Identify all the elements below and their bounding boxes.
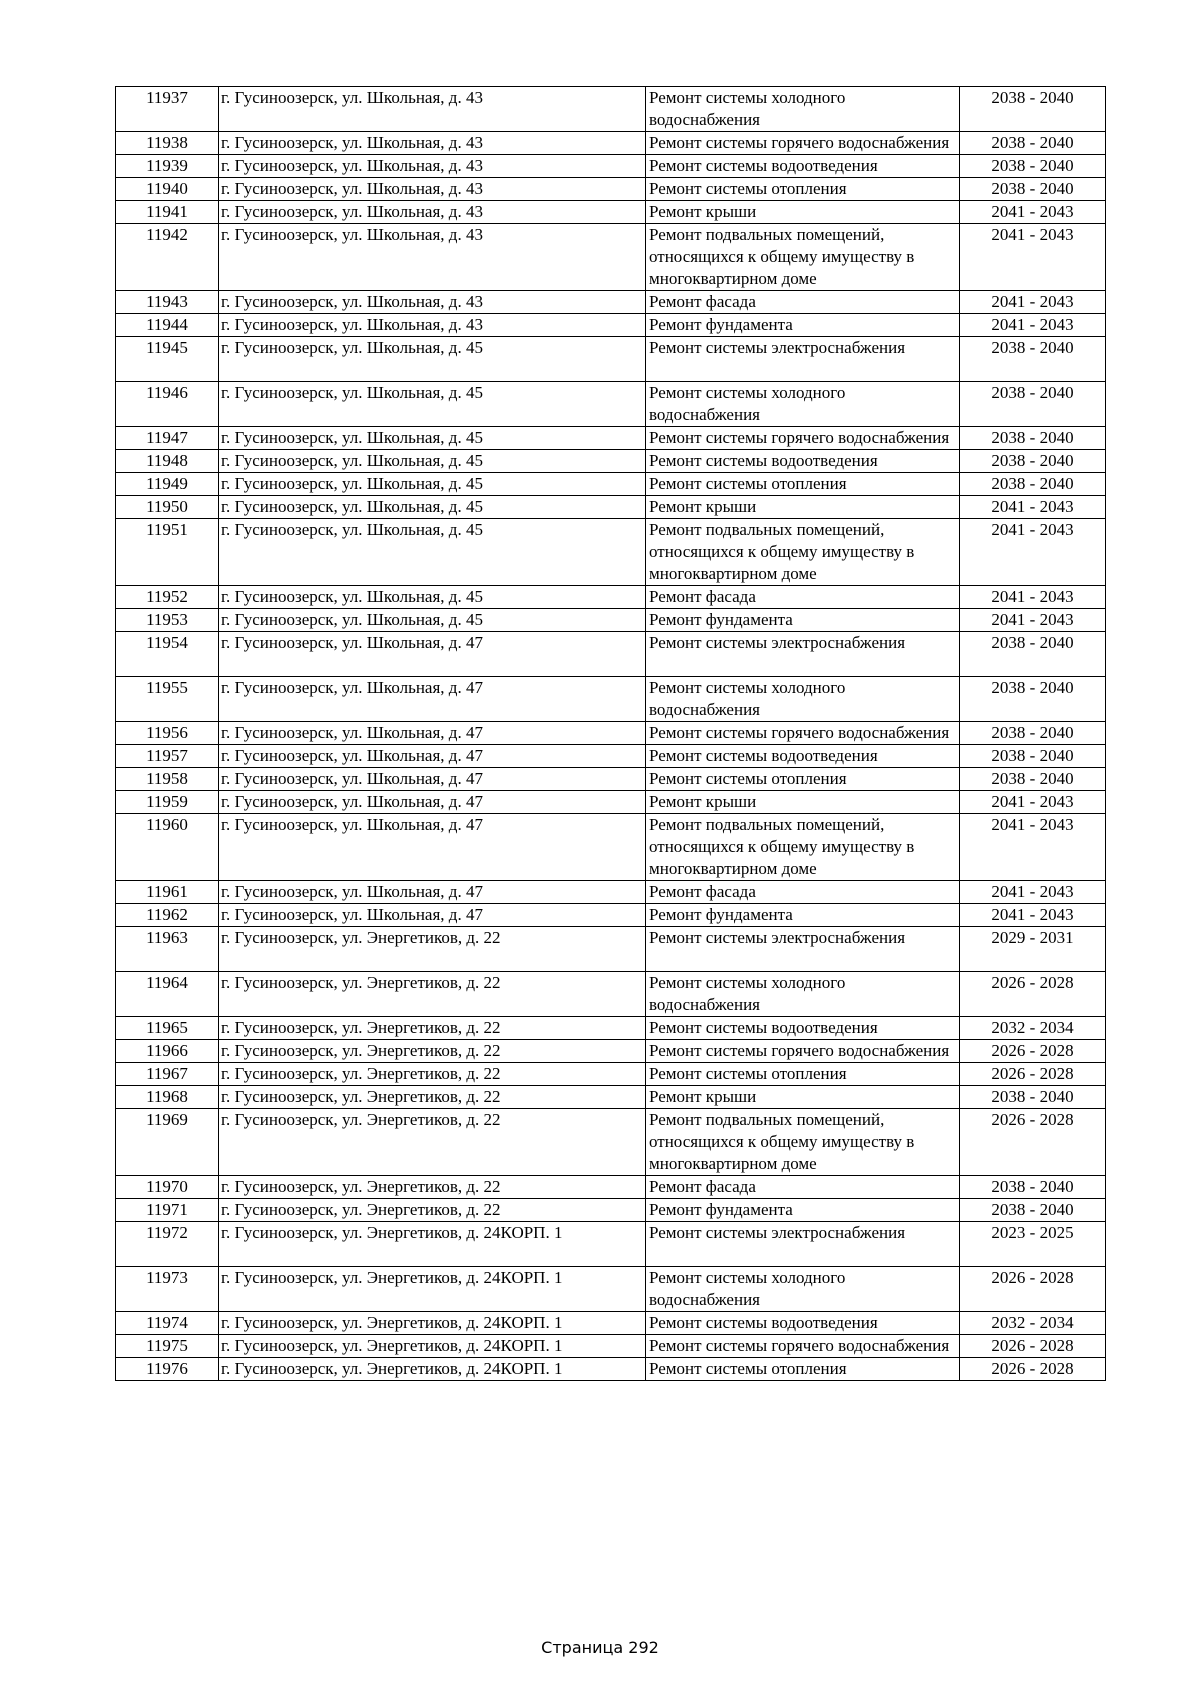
row-number-cell: 11946 <box>116 382 219 427</box>
table-row <box>116 496 1106 519</box>
work-type-cell: Ремонт системы электроснабжения <box>646 1222 960 1267</box>
row-number-cell: 11969 <box>116 1109 219 1176</box>
table-row <box>116 224 1106 291</box>
row-number-cell: 11974 <box>116 1312 219 1335</box>
address-cell: г. Гусиноозерск, ул. Энергетиков, д. 24КОРП. 1 <box>219 1267 646 1312</box>
table-row <box>116 791 1106 814</box>
address-cell: г. Гусиноозерск, ул. Энергетиков, д. 24КОРП. 1 <box>219 1335 646 1358</box>
work-type-cell: Ремонт системы горячего водоснабжения <box>646 427 960 450</box>
work-type-cell: Ремонт фасада <box>646 1176 960 1199</box>
table-row <box>116 722 1106 745</box>
row-number-cell: 11968 <box>116 1086 219 1109</box>
work-type-cell: Ремонт крыши <box>646 201 960 224</box>
table-row <box>116 1176 1106 1199</box>
row-number-cell: 11960 <box>116 814 219 881</box>
work-type-cell: Ремонт подвальных помещений, относящихся к общему имуществу в многоквартирном доме <box>646 814 960 881</box>
address-cell: г. Гусиноозерск, ул. Школьная, д. 47 <box>219 745 646 768</box>
row-number-cell: 11958 <box>116 768 219 791</box>
row-number-cell: 11971 <box>116 1199 219 1222</box>
work-type-cell: Ремонт подвальных помещений, относящихся к общему имуществу в многоквартирном доме <box>646 224 960 291</box>
address-cell: г. Гусиноозерск, ул. Школьная, д. 47 <box>219 632 646 677</box>
work-type-cell: Ремонт фундамента <box>646 314 960 337</box>
address-cell: г. Гусиноозерск, ул. Школьная, д. 45 <box>219 519 646 586</box>
work-type-cell: Ремонт системы водоотведения <box>646 155 960 178</box>
address-cell: г. Гусиноозерск, ул. Энергетиков, д. 24КОРП. 1 <box>219 1358 646 1381</box>
address-cell: г. Гусиноозерск, ул. Энергетиков, д. 22 <box>219 1176 646 1199</box>
period-cell: 2041 - 2043 <box>960 496 1106 519</box>
table-row <box>116 450 1106 473</box>
address-cell: г. Гусиноозерск, ул. Школьная, д. 45 <box>219 496 646 519</box>
period-cell: 2026 - 2028 <box>960 1358 1106 1381</box>
work-type-cell: Ремонт крыши <box>646 1086 960 1109</box>
row-number-cell: 11966 <box>116 1040 219 1063</box>
table-row <box>116 1358 1106 1381</box>
row-number-cell: 11956 <box>116 722 219 745</box>
row-number-cell: 11944 <box>116 314 219 337</box>
table-row <box>116 314 1106 337</box>
row-number-cell: 11962 <box>116 904 219 927</box>
table-row <box>116 201 1106 224</box>
work-type-cell: Ремонт системы горячего водоснабжения <box>646 1040 960 1063</box>
work-type-cell: Ремонт системы водоотведения <box>646 450 960 473</box>
period-cell: 2038 - 2040 <box>960 178 1106 201</box>
period-cell: 2041 - 2043 <box>960 314 1106 337</box>
table-row <box>116 881 1106 904</box>
address-cell: г. Гусиноозерск, ул. Школьная, д. 43 <box>219 178 646 201</box>
table-row <box>116 519 1106 586</box>
row-number-cell: 11964 <box>116 972 219 1017</box>
address-cell: г. Гусиноозерск, ул. Энергетиков, д. 22 <box>219 1109 646 1176</box>
row-number-cell: 11940 <box>116 178 219 201</box>
address-cell: г. Гусиноозерск, ул. Энергетиков, д. 22 <box>219 1017 646 1040</box>
row-number-cell: 11961 <box>116 881 219 904</box>
period-cell: 2038 - 2040 <box>960 1086 1106 1109</box>
work-type-cell: Ремонт системы горячего водоснабжения <box>646 722 960 745</box>
period-cell: 2041 - 2043 <box>960 609 1106 632</box>
table-row <box>116 1040 1106 1063</box>
work-type-cell: Ремонт системы холодного водоснабжения <box>646 1267 960 1312</box>
table-row <box>116 1312 1106 1335</box>
page-number: Страница 292 <box>541 1638 659 1657</box>
work-type-cell: Ремонт системы отопления <box>646 473 960 496</box>
work-type-cell: Ремонт системы водоотведения <box>646 1017 960 1040</box>
row-number-cell: 11942 <box>116 224 219 291</box>
address-cell: г. Гусиноозерск, ул. Школьная, д. 45 <box>219 473 646 496</box>
table-row <box>116 178 1106 201</box>
period-cell: 2026 - 2028 <box>960 972 1106 1017</box>
period-cell: 2029 - 2031 <box>960 927 1106 972</box>
work-type-cell: Ремонт системы отопления <box>646 768 960 791</box>
period-cell: 2023 - 2025 <box>960 1222 1106 1267</box>
period-cell: 2038 - 2040 <box>960 768 1106 791</box>
work-type-cell: Ремонт системы отопления <box>646 1063 960 1086</box>
table-row <box>116 768 1106 791</box>
work-type-cell: Ремонт фасада <box>646 586 960 609</box>
address-cell: г. Гусиноозерск, ул. Школьная, д. 43 <box>219 87 646 132</box>
table-row <box>116 1222 1106 1267</box>
address-cell: г. Гусиноозерск, ул. Школьная, д. 45 <box>219 427 646 450</box>
row-number-cell: 11937 <box>116 87 219 132</box>
capital-repair-table <box>115 86 1106 1381</box>
period-cell: 2041 - 2043 <box>960 904 1106 927</box>
row-number-cell: 11953 <box>116 609 219 632</box>
address-cell: г. Гусиноозерск, ул. Энергетиков, д. 22 <box>219 1199 646 1222</box>
address-cell: г. Гусиноозерск, ул. Школьная, д. 43 <box>219 132 646 155</box>
address-cell: г. Гусиноозерск, ул. Школьная, д. 47 <box>219 904 646 927</box>
work-type-cell: Ремонт системы электроснабжения <box>646 632 960 677</box>
period-cell: 2041 - 2043 <box>960 519 1106 586</box>
row-number-cell: 11975 <box>116 1335 219 1358</box>
period-cell: 2032 - 2034 <box>960 1312 1106 1335</box>
work-type-cell: Ремонт фундамента <box>646 904 960 927</box>
table-row <box>116 927 1106 972</box>
table-row <box>116 1199 1106 1222</box>
work-type-cell: Ремонт системы горячего водоснабжения <box>646 1335 960 1358</box>
address-cell: г. Гусиноозерск, ул. Школьная, д. 45 <box>219 609 646 632</box>
period-cell: 2038 - 2040 <box>960 155 1106 178</box>
work-type-cell: Ремонт системы холодного водоснабжения <box>646 87 960 132</box>
table-row <box>116 132 1106 155</box>
row-number-cell: 11939 <box>116 155 219 178</box>
period-cell: 2038 - 2040 <box>960 473 1106 496</box>
address-cell: г. Гусиноозерск, ул. Школьная, д. 45 <box>219 382 646 427</box>
period-cell: 2026 - 2028 <box>960 1063 1106 1086</box>
table-row <box>116 586 1106 609</box>
row-number-cell: 11950 <box>116 496 219 519</box>
address-cell: г. Гусиноозерск, ул. Школьная, д. 47 <box>219 722 646 745</box>
row-number-cell: 11972 <box>116 1222 219 1267</box>
table-row <box>116 382 1106 427</box>
work-type-cell: Ремонт системы холодного водоснабжения <box>646 972 960 1017</box>
table-row <box>116 1267 1106 1312</box>
row-number-cell: 11948 <box>116 450 219 473</box>
table-row <box>116 1017 1106 1040</box>
address-cell: г. Гусиноозерск, ул. Школьная, д. 47 <box>219 881 646 904</box>
row-number-cell: 11955 <box>116 677 219 722</box>
table-row <box>116 1109 1106 1176</box>
table-row <box>116 337 1106 382</box>
period-cell: 2038 - 2040 <box>960 745 1106 768</box>
row-number-cell: 11970 <box>116 1176 219 1199</box>
row-number-cell: 11949 <box>116 473 219 496</box>
work-type-cell: Ремонт системы горячего водоснабжения <box>646 132 960 155</box>
table-row <box>116 904 1106 927</box>
period-cell: 2038 - 2040 <box>960 132 1106 155</box>
address-cell: г. Гусиноозерск, ул. Школьная, д. 47 <box>219 677 646 722</box>
row-number-cell: 11965 <box>116 1017 219 1040</box>
table-row <box>116 1086 1106 1109</box>
row-number-cell: 11938 <box>116 132 219 155</box>
work-type-cell: Ремонт подвальных помещений, относящихся к общему имуществу в многоквартирном доме <box>646 1109 960 1176</box>
address-cell: г. Гусиноозерск, ул. Энергетиков, д. 22 <box>219 927 646 972</box>
work-type-cell: Ремонт фасада <box>646 881 960 904</box>
table-row <box>116 632 1106 677</box>
work-type-cell: Ремонт системы холодного водоснабжения <box>646 677 960 722</box>
address-cell: г. Гусиноозерск, ул. Энергетиков, д. 22 <box>219 1063 646 1086</box>
address-cell: г. Гусиноозерск, ул. Школьная, д. 47 <box>219 768 646 791</box>
period-cell: 2038 - 2040 <box>960 450 1106 473</box>
address-cell: г. Гусиноозерск, ул. Школьная, д. 45 <box>219 450 646 473</box>
table-row <box>116 677 1106 722</box>
period-cell: 2026 - 2028 <box>960 1109 1106 1176</box>
address-cell: г. Гусиноозерск, ул. Школьная, д. 43 <box>219 314 646 337</box>
row-number-cell: 11941 <box>116 201 219 224</box>
table-row <box>116 972 1106 1017</box>
address-cell: г. Гусиноозерск, ул. Энергетиков, д. 22 <box>219 972 646 1017</box>
table-row <box>116 609 1106 632</box>
table-row <box>116 1063 1106 1086</box>
row-number-cell: 11954 <box>116 632 219 677</box>
period-cell: 2041 - 2043 <box>960 586 1106 609</box>
work-type-cell: Ремонт фундамента <box>646 609 960 632</box>
period-cell: 2038 - 2040 <box>960 337 1106 382</box>
address-cell: г. Гусиноозерск, ул. Школьная, д. 43 <box>219 155 646 178</box>
work-type-cell: Ремонт подвальных помещений, относящихся к общему имуществу в многоквартирном доме <box>646 519 960 586</box>
work-type-cell: Ремонт системы электроснабжения <box>646 337 960 382</box>
period-cell: 2041 - 2043 <box>960 791 1106 814</box>
work-type-cell: Ремонт системы электроснабжения <box>646 927 960 972</box>
period-cell: 2038 - 2040 <box>960 1176 1106 1199</box>
table-body <box>116 87 1106 1381</box>
row-number-cell: 11943 <box>116 291 219 314</box>
table-row <box>116 427 1106 450</box>
table-row <box>116 291 1106 314</box>
period-cell: 2026 - 2028 <box>960 1335 1106 1358</box>
table-row <box>116 745 1106 768</box>
work-type-cell: Ремонт системы отопления <box>646 178 960 201</box>
work-type-cell: Ремонт фасада <box>646 291 960 314</box>
address-cell: г. Гусиноозерск, ул. Школьная, д. 47 <box>219 791 646 814</box>
row-number-cell: 11945 <box>116 337 219 382</box>
work-type-cell: Ремонт системы водоотведения <box>646 745 960 768</box>
period-cell: 2026 - 2028 <box>960 1267 1106 1312</box>
work-type-cell: Ремонт системы холодного водоснабжения <box>646 382 960 427</box>
row-number-cell: 11976 <box>116 1358 219 1381</box>
work-type-cell: Ремонт крыши <box>646 791 960 814</box>
address-cell: г. Гусиноозерск, ул. Школьная, д. 45 <box>219 337 646 382</box>
table-row <box>116 814 1106 881</box>
row-number-cell: 11957 <box>116 745 219 768</box>
work-type-cell: Ремонт системы отопления <box>646 1358 960 1381</box>
row-number-cell: 11973 <box>116 1267 219 1312</box>
period-cell: 2038 - 2040 <box>960 382 1106 427</box>
address-cell: г. Гусиноозерск, ул. Школьная, д. 47 <box>219 814 646 881</box>
row-number-cell: 11947 <box>116 427 219 450</box>
period-cell: 2038 - 2040 <box>960 427 1106 450</box>
period-cell: 2041 - 2043 <box>960 881 1106 904</box>
period-cell: 2041 - 2043 <box>960 201 1106 224</box>
table-row <box>116 87 1106 132</box>
address-cell: г. Гусиноозерск, ул. Энергетиков, д. 22 <box>219 1086 646 1109</box>
row-number-cell: 11963 <box>116 927 219 972</box>
period-cell: 2041 - 2043 <box>960 291 1106 314</box>
work-type-cell: Ремонт фундамента <box>646 1199 960 1222</box>
address-cell: г. Гусиноозерск, ул. Школьная, д. 43 <box>219 224 646 291</box>
address-cell: г. Гусиноозерск, ул. Энергетиков, д. 22 <box>219 1040 646 1063</box>
address-cell: г. Гусиноозерск, ул. Школьная, д. 43 <box>219 201 646 224</box>
address-cell: г. Гусиноозерск, ул. Школьная, д. 43 <box>219 291 646 314</box>
period-cell: 2038 - 2040 <box>960 677 1106 722</box>
address-cell: г. Гусиноозерск, ул. Энергетиков, д. 24КОРП. 1 <box>219 1312 646 1335</box>
period-cell: 2038 - 2040 <box>960 632 1106 677</box>
table-row <box>116 155 1106 178</box>
row-number-cell: 11952 <box>116 586 219 609</box>
address-cell: г. Гусиноозерск, ул. Энергетиков, д. 24КОРП. 1 <box>219 1222 646 1267</box>
period-cell: 2038 - 2040 <box>960 722 1106 745</box>
period-cell: 2032 - 2034 <box>960 1017 1106 1040</box>
period-cell: 2041 - 2043 <box>960 814 1106 881</box>
table-row <box>116 1335 1106 1358</box>
row-number-cell: 11967 <box>116 1063 219 1086</box>
work-type-cell: Ремонт системы водоотведения <box>646 1312 960 1335</box>
work-type-cell: Ремонт крыши <box>646 496 960 519</box>
period-cell: 2041 - 2043 <box>960 224 1106 291</box>
address-cell: г. Гусиноозерск, ул. Школьная, д. 45 <box>219 586 646 609</box>
row-number-cell: 11959 <box>116 791 219 814</box>
period-cell: 2038 - 2040 <box>960 1199 1106 1222</box>
period-cell: 2026 - 2028 <box>960 1040 1106 1063</box>
table-row <box>116 473 1106 496</box>
period-cell: 2038 - 2040 <box>960 87 1106 132</box>
row-number-cell: 11951 <box>116 519 219 586</box>
